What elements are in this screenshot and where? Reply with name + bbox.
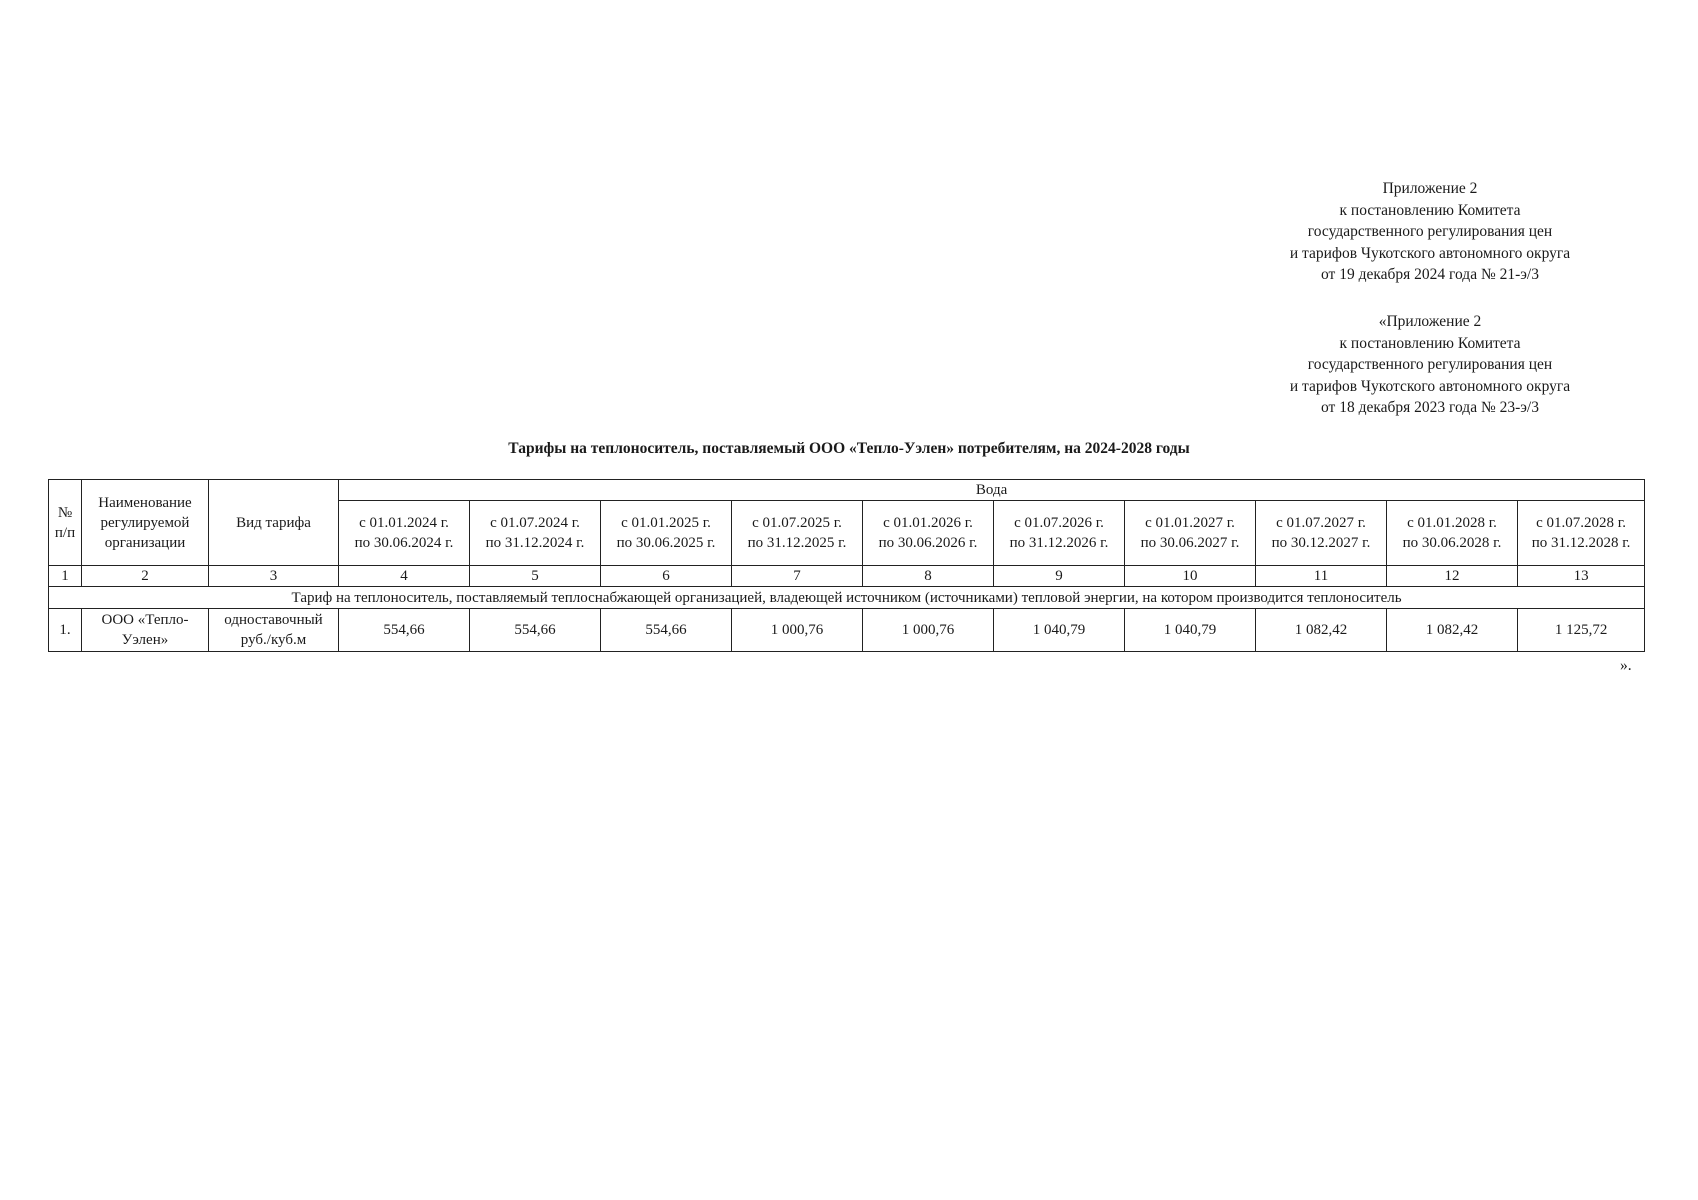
- column-number: 12: [1387, 566, 1518, 587]
- column-number: 3: [209, 566, 339, 587]
- column-number: 2: [82, 566, 209, 587]
- header-period: [732, 501, 863, 566]
- period-start: с 01.01.2025 г.: [621, 515, 711, 531]
- column-number: 1: [49, 566, 82, 587]
- appendix-current-line: Приложение 2: [1382, 180, 1478, 197]
- appendix-previous-line: и тарифов Чукотского автономного округа: [1289, 377, 1571, 395]
- period-end: по 30.06.2026 г.: [878, 535, 978, 551]
- column-number: 10: [1125, 566, 1256, 587]
- header-period: [1256, 501, 1387, 566]
- tariff-value: 1 000,76: [732, 609, 863, 652]
- header-row-group: [49, 480, 1645, 501]
- period-end: по 30.06.2025 г.: [616, 535, 716, 551]
- tariff-value: 554,66: [339, 609, 470, 652]
- section-title: Тариф на теплоноситель, поставляемый теплоснабжающей организацией, владеющей источником (источниками) тепловой энергии, на котором производится теплоноситель: [49, 587, 1645, 609]
- period-start: с 01.07.2025 г.: [752, 515, 842, 531]
- header-period: [470, 501, 601, 566]
- closing-quote-mark: ».: [1620, 657, 1632, 674]
- appendix-previous-line: от 18 декабря 2023 года № 23-э/3: [1321, 399, 1539, 416]
- tariff-table: [48, 479, 1645, 652]
- row-number: 1.: [49, 609, 82, 652]
- period-end: по 31.12.2024 г.: [485, 535, 585, 551]
- appendix-previous-line: государственного регулирования цен: [1307, 356, 1553, 373]
- appendix-current-line: от 19 декабря 2024 года № 21-э/3: [1321, 266, 1539, 283]
- organization-name-line: Уэлен»: [121, 632, 169, 648]
- tariff-value: 1 040,79: [994, 609, 1125, 652]
- period-end: по 30.06.2028 г.: [1402, 535, 1502, 551]
- tariff-value: 1 082,42: [1387, 609, 1518, 652]
- tariff-type-line: одноставочный: [224, 612, 323, 628]
- header-period: [1518, 501, 1645, 566]
- appendix-previous: [1240, 311, 1620, 419]
- appendix-previous-line: «Приложение 2: [1378, 313, 1482, 330]
- header-water: Вода: [339, 480, 1645, 501]
- tariff-value: 1 040,79: [1125, 609, 1256, 652]
- column-number: 9: [994, 566, 1125, 587]
- header-organization: Наименование регулируемой организации: [82, 480, 209, 566]
- tariff-value: 554,66: [470, 609, 601, 652]
- period-end: по 31.12.2028 г.: [1531, 535, 1631, 551]
- column-number: 13: [1518, 566, 1645, 587]
- period-end: по 30.12.2027 г.: [1271, 535, 1371, 551]
- period-start: с 01.01.2027 г.: [1145, 515, 1235, 531]
- section-row: [49, 587, 1645, 609]
- appendix-current-line: и тарифов Чукотского автономного округа: [1289, 244, 1571, 262]
- header-tariff-type: Вид тарифа: [209, 480, 339, 566]
- header-period: [863, 501, 994, 566]
- column-number: 11: [1256, 566, 1387, 587]
- period-start: с 01.01.2024 г.: [359, 515, 449, 531]
- appendix-current-line: к постановлению Комитета: [1339, 201, 1521, 219]
- column-number: 7: [732, 566, 863, 587]
- column-numbers-row: [49, 566, 1645, 587]
- period-end: по 30.06.2027 г.: [1140, 535, 1240, 551]
- period-start: с 01.07.2028 г.: [1536, 515, 1626, 531]
- tariff-value: 1 125,72: [1518, 609, 1645, 652]
- header-period: [994, 501, 1125, 566]
- period-start: с 01.07.2024 г.: [490, 515, 580, 531]
- column-number: 8: [863, 566, 994, 587]
- header-number: № п/п: [49, 480, 82, 566]
- period-end: по 31.12.2026 г.: [1009, 535, 1109, 551]
- document-title: Тарифы на теплоноситель, поставляемый ООО «Тепло-Уэлен» потребителям, на 2024-2028 годы: [508, 440, 1190, 457]
- header-period: [339, 501, 470, 566]
- period-start: с 01.07.2026 г.: [1014, 515, 1104, 531]
- tariff-value: 554,66: [601, 609, 732, 652]
- tariff-type: [209, 609, 339, 652]
- period-end: по 31.12.2025 г.: [747, 535, 847, 551]
- header-period: [601, 501, 732, 566]
- column-number: 4: [339, 566, 470, 587]
- organization-name-line: ООО «Тепло-: [101, 612, 189, 628]
- tariff-value: 1 000,76: [863, 609, 994, 652]
- header-period: [1125, 501, 1256, 566]
- column-number: 6: [601, 566, 732, 587]
- table-row: [49, 609, 1645, 652]
- period-start: с 01.01.2028 г.: [1407, 515, 1497, 531]
- tariff-value: 1 082,42: [1256, 609, 1387, 652]
- appendix-previous-line: к постановлению Комитета: [1339, 334, 1521, 352]
- organization-name: [82, 609, 209, 652]
- period-start: с 01.07.2027 г.: [1276, 515, 1366, 531]
- tariff-unit: руб./куб.м: [240, 632, 307, 648]
- column-number: 5: [470, 566, 601, 587]
- header-period: [1387, 501, 1518, 566]
- appendix-current-line: государственного регулирования цен: [1307, 223, 1553, 240]
- appendix-current: [1240, 178, 1620, 286]
- period-end: по 30.06.2024 г.: [354, 535, 454, 551]
- period-start: с 01.01.2026 г.: [883, 515, 973, 531]
